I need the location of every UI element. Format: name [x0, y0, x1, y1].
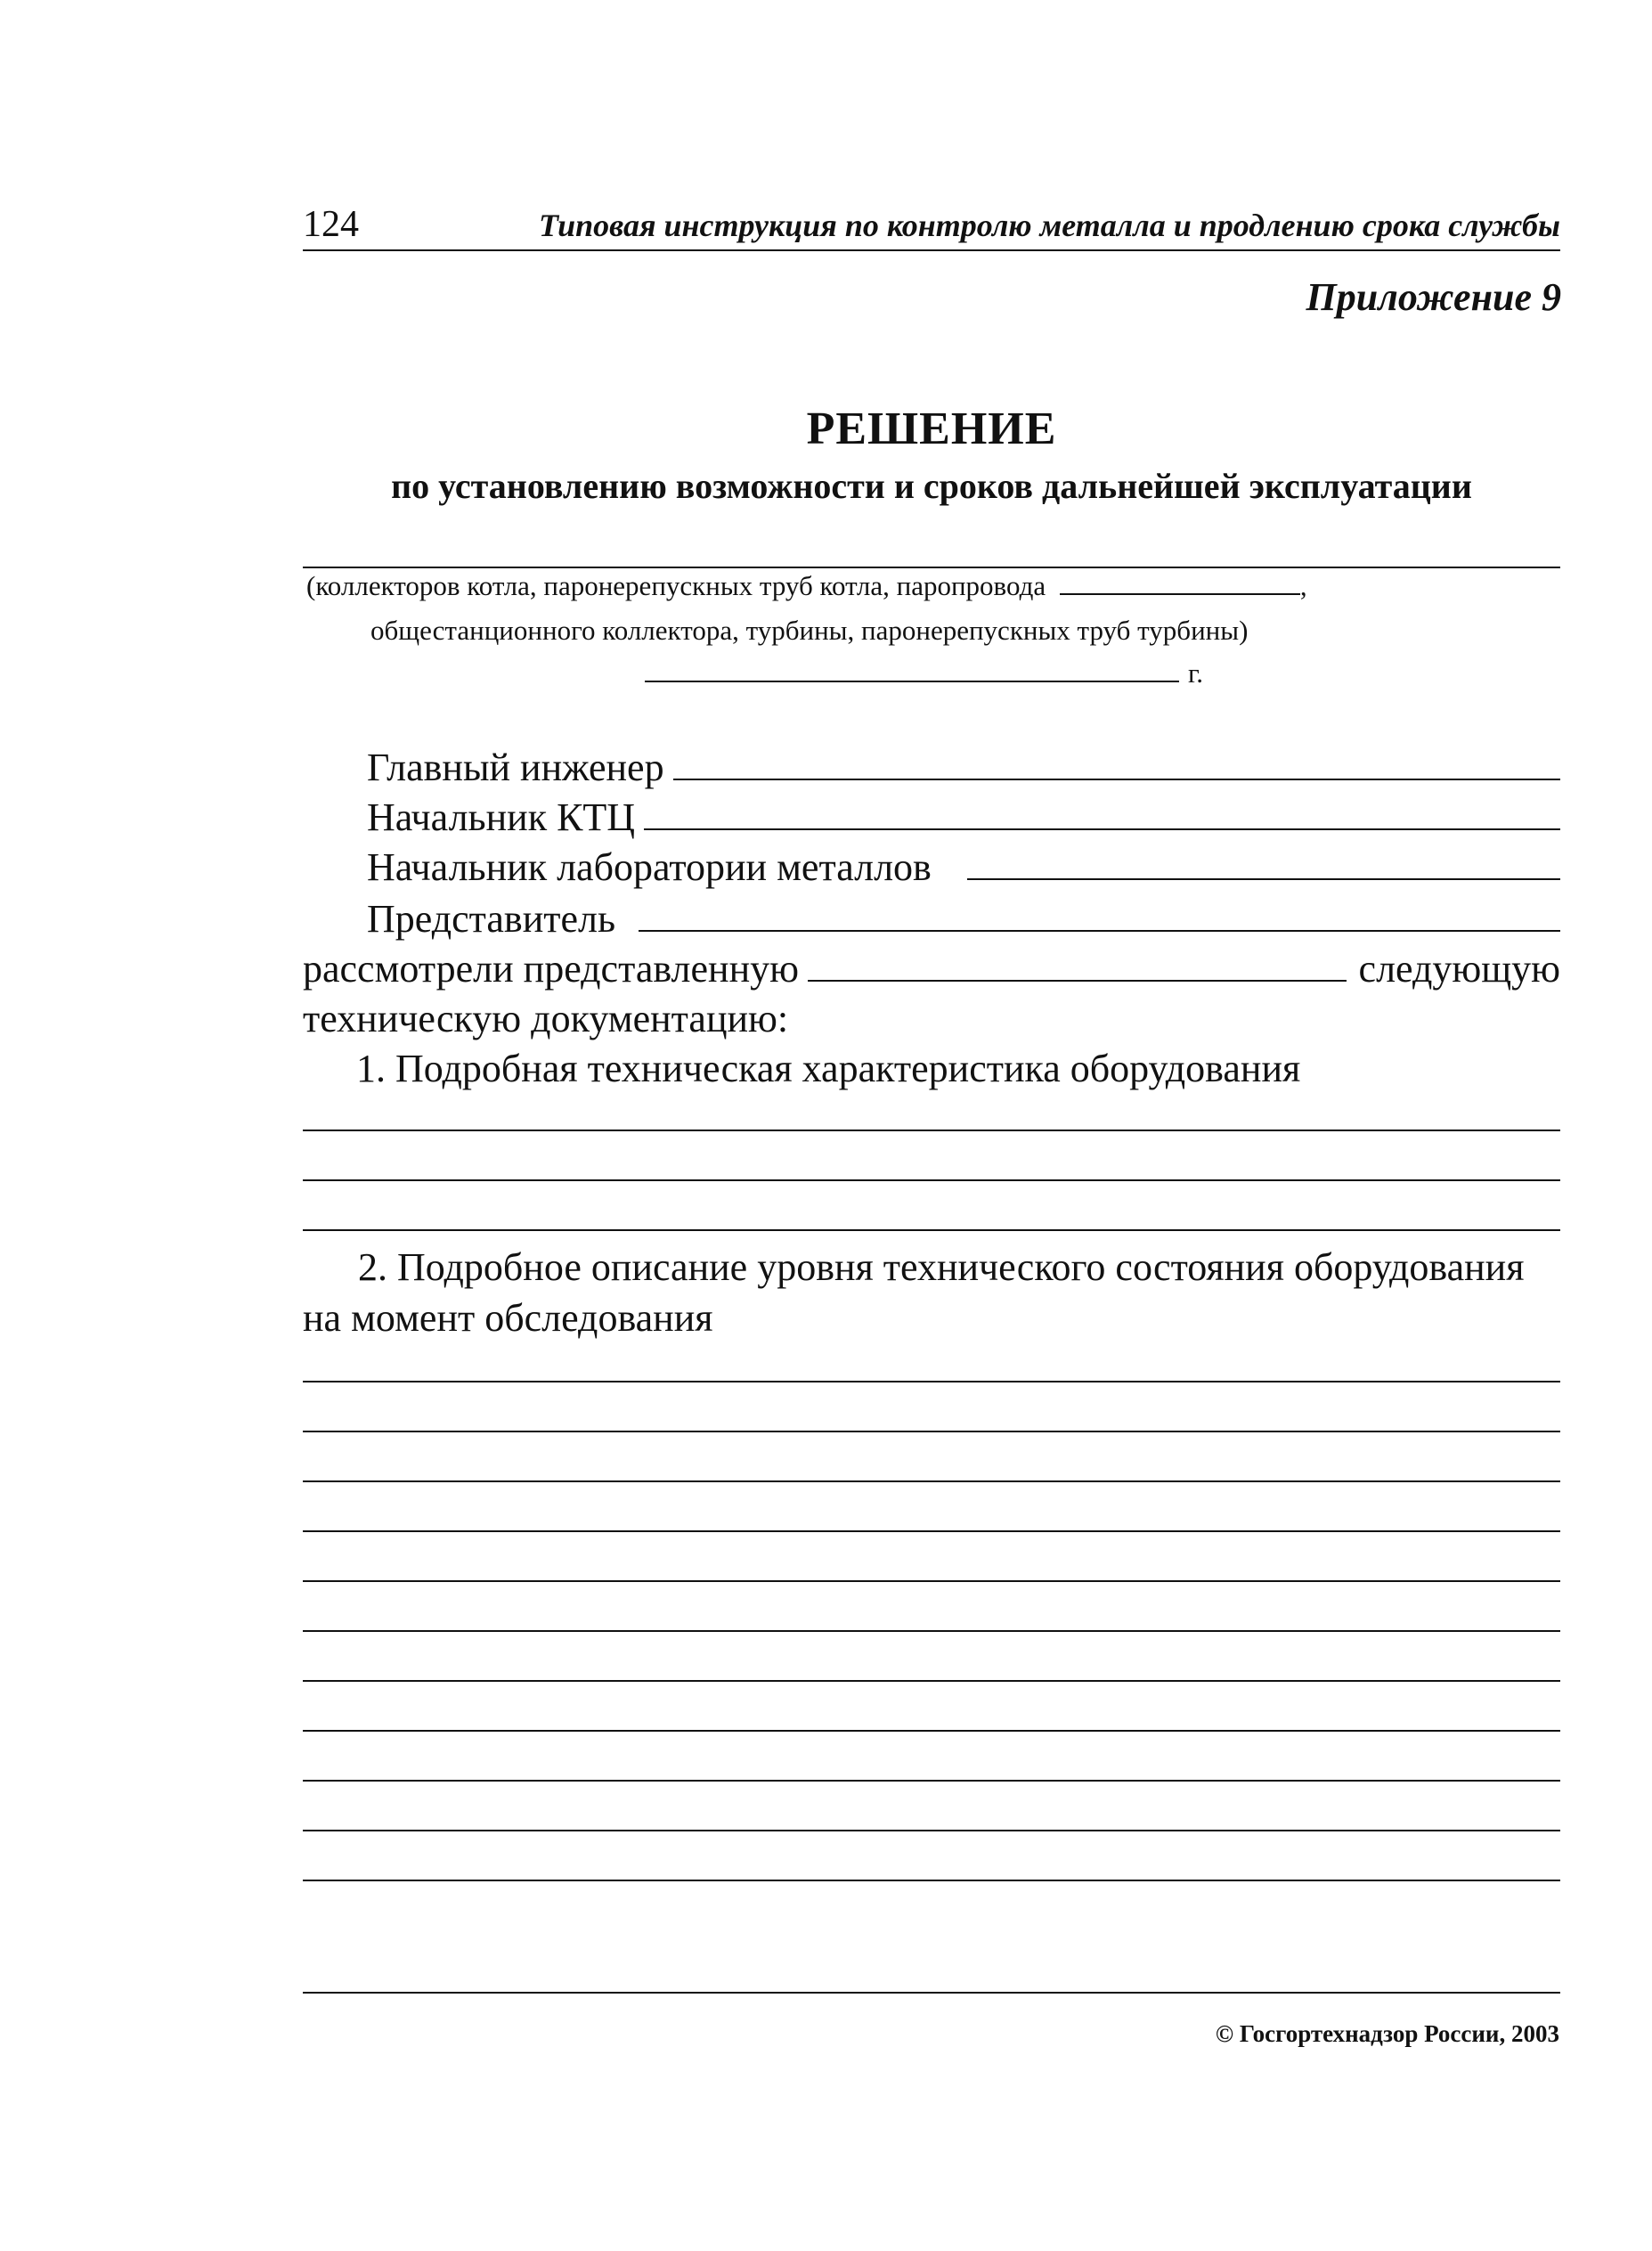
signatory-blank: [673, 778, 1560, 780]
year-line: [645, 657, 1203, 689]
signatory-blank: [644, 828, 1560, 830]
object-blank-line: [303, 567, 1560, 568]
item-2-blank-line: [303, 1730, 1560, 1732]
signatory-label: Главный инженер: [367, 746, 664, 789]
signatory-blank: [639, 929, 1560, 932]
item-1-blank-line: [303, 1229, 1560, 1231]
running-title: Типовая инструкция по контролю металла и продлению срока службы: [538, 208, 1560, 243]
signatory-blank: [967, 877, 1560, 880]
item-2-blank-line: [303, 1830, 1560, 1831]
signatory-label: Представитель: [367, 897, 616, 941]
appendix-label: Приложение 9: [1306, 275, 1561, 319]
reviewed-line-2: техническую документацию:: [303, 997, 789, 1040]
signatory-chief-engineer: [367, 745, 1560, 790]
footer-rule: [303, 1992, 1560, 1994]
item-2-blank-line: [303, 1630, 1560, 1632]
signatory-label: Начальник КТЦ: [367, 795, 636, 839]
reviewed-after: следующую: [1358, 947, 1560, 991]
signatory-label: Начальник лаборатории металлов: [367, 845, 932, 889]
pipeline-blank: [1060, 593, 1300, 595]
item-2-blank-line: [303, 1680, 1560, 1682]
object-note-comma: ,: [1299, 570, 1307, 601]
signatory-ktc-head: [367, 795, 1560, 840]
page-number: 124: [303, 204, 359, 245]
document-subtitle: по установлению возможности и сроков дальнейшей эксплуатации: [391, 466, 1472, 506]
page-header: [303, 203, 1560, 251]
item-2-blank-line: [303, 1780, 1560, 1782]
year-suffix: г.: [1188, 657, 1203, 689]
item-2-blank-line: [303, 1431, 1560, 1432]
signatory-lab-head: [367, 844, 1560, 890]
item-2-blank-line: [303, 1530, 1560, 1532]
item-2: 2. Подробное описание уровня технического состояния оборудования на момент обследования: [303, 1245, 1525, 1340]
reviewed-before: рассмотрели представленную: [303, 947, 800, 991]
item-2-blank-line: [303, 1480, 1560, 1482]
footer-copyright: © Госгортехнадзор России, 2003: [1215, 2020, 1559, 2047]
reviewed-line: [303, 946, 1560, 991]
reviewed-blank: [808, 979, 1347, 982]
item-2-blank-line: [303, 1381, 1560, 1382]
signatory-representative: [367, 896, 1560, 942]
document-title: РЕШЕНИЕ: [806, 404, 1057, 454]
item-2-blank-line: [303, 1880, 1560, 1881]
item-1: 1. Подробная техническая характеристика оборудования: [356, 1047, 1301, 1090]
object-note-text-1: (коллекторов котла, паронерепускных труб котла, паропровода: [306, 570, 1046, 601]
object-note-line-2: общестанционного коллектора, турбины, паронерепускных труб турбины): [370, 615, 1249, 646]
item-1-blank-line: [303, 1179, 1560, 1181]
object-note-line-1: [306, 570, 1307, 602]
year-blank: [645, 681, 1179, 682]
item-1-blank-line: [303, 1130, 1560, 1131]
item-2-blank-line: [303, 1580, 1560, 1582]
